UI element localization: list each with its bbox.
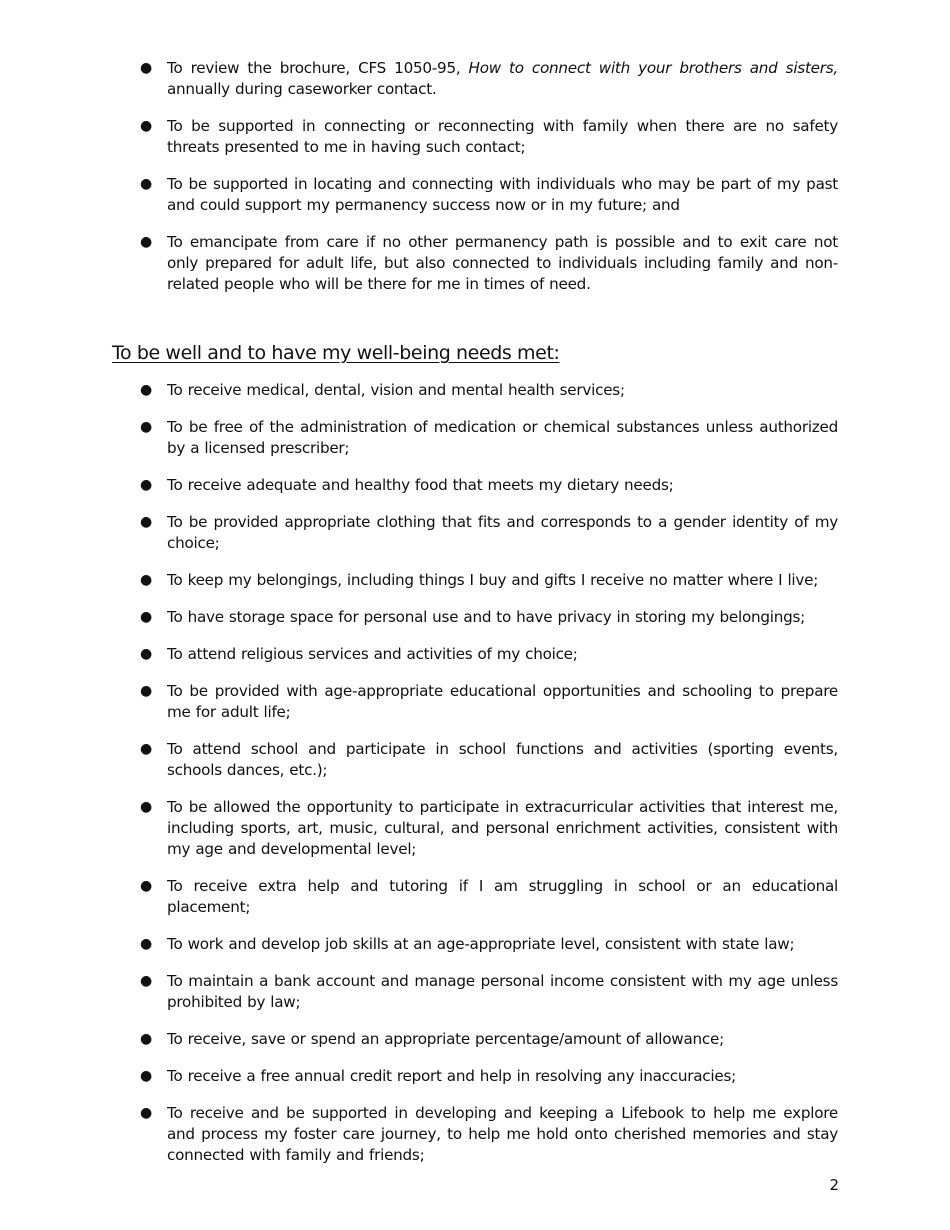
list-item <box>138 475 838 496</box>
bullet-icon: ● <box>140 176 152 192</box>
bullet-icon: ● <box>140 683 152 699</box>
list-item-text: To emancipate from care if no other permanency path is possible and to exit care not only prepared for adult life, but also connected to individuals including family and non-related people who will be there for me in times of need. <box>167 233 838 293</box>
brochure-title: How to connect with your brothers and sisters, <box>468 59 838 77</box>
bullet-icon: ● <box>140 646 152 662</box>
bullet-icon: ● <box>140 878 152 894</box>
list-item-text: To maintain a bank account and manage personal income consistent with my age unless prohibited by law; <box>167 972 838 1011</box>
bullet-icon: ● <box>140 1031 152 1047</box>
list-item <box>138 1066 838 1087</box>
bullet-icon: ● <box>140 477 152 493</box>
list-item <box>138 797 838 860</box>
bullet-icon: ● <box>140 1105 152 1121</box>
list-item-text: To have storage space for personal use and to have privacy in storing my belongings; <box>167 608 806 626</box>
bullet-icon: ● <box>140 234 152 250</box>
list-item <box>138 739 838 781</box>
bullet-icon: ● <box>140 419 152 435</box>
list-item <box>138 116 838 158</box>
list-item <box>138 58 838 100</box>
bullet-icon: ● <box>140 514 152 530</box>
bullet-icon: ● <box>140 741 152 757</box>
list-item <box>138 681 838 723</box>
bullet-icon: ● <box>140 60 152 76</box>
bullet-icon: ● <box>140 572 152 588</box>
list-item-text: To receive extra help and tutoring if I am struggling in school or an educational placement; <box>167 877 838 916</box>
list-item-text: To be free of the administration of medication or chemical substances unless authorized by a licensed prescriber; <box>167 418 838 457</box>
page-number: 2 <box>829 1176 839 1194</box>
list-item <box>138 644 838 665</box>
wellbeing-rights-list <box>138 380 838 1182</box>
list-item-text: To receive adequate and healthy food that meets my dietary needs; <box>167 476 674 494</box>
section-heading: To be well and to have my well-being needs met: <box>112 342 560 364</box>
list-item <box>138 232 838 295</box>
list-item-text: To be provided with age-appropriate educational opportunities and schooling to prepare me for adult life; <box>167 682 838 721</box>
list-item <box>138 570 838 591</box>
list-item <box>138 971 838 1013</box>
bullet-icon: ● <box>140 382 152 398</box>
list-item <box>138 934 838 955</box>
list-item-text: To be supported in connecting or reconnecting with family when there are no safety threats presented to me in having such contact; <box>167 117 838 156</box>
list-item <box>138 1103 838 1166</box>
list-item <box>138 512 838 554</box>
list-item <box>138 607 838 628</box>
list-item <box>138 380 838 401</box>
bullet-icon: ● <box>140 1068 152 1084</box>
list-item-text: To be allowed the opportunity to participate in extracurricular activities that interest me, including sports, art, music, cultural, and personal enrichment activities, consistent with my age and developmental level; <box>167 798 838 858</box>
bullet-icon: ● <box>140 118 152 134</box>
list-item-text: To attend religious services and activities of my choice; <box>167 645 578 663</box>
list-item-text: To attend school and participate in school functions and activities (sporting events, schools dances, etc.); <box>167 740 838 779</box>
list-item <box>138 876 838 918</box>
permanency-rights-list <box>138 58 838 311</box>
bullet-icon: ● <box>140 973 152 989</box>
list-item <box>138 1029 838 1050</box>
list-item <box>138 174 838 216</box>
list-item-text: To receive medical, dental, vision and mental health services; <box>167 381 625 399</box>
bullet-icon: ● <box>140 936 152 952</box>
bullet-icon: ● <box>140 609 152 625</box>
list-item-text: To be provided appropriate clothing that fits and corresponds to a gender identity of my choice; <box>167 513 838 552</box>
list-item-text: To work and develop job skills at an age-appropriate level, consistent with state law; <box>167 935 795 953</box>
list-item-text-after: annually during caseworker contact. <box>167 80 437 98</box>
list-item <box>138 417 838 459</box>
list-item-text: To receive, save or spend an appropriate percentage/amount of allowance; <box>167 1030 724 1048</box>
list-item-text: To receive and be supported in developing and keeping a Lifebook to help me explore and process my foster care journey, to help me hold onto cherished memories and stay connected with family and friends; <box>167 1104 838 1164</box>
list-item-text: To receive a free annual credit report and help in resolving any inaccuracies; <box>167 1067 736 1085</box>
list-item-text: To be supported in locating and connecting with individuals who may be part of my past and could support my permanency success now or in my future; and <box>167 175 838 214</box>
list-item-text-before: To review the brochure, CFS 1050-95, <box>167 59 469 77</box>
list-item-text: To keep my belongings, including things I buy and gifts I receive no matter where I live; <box>167 571 819 589</box>
bullet-icon: ● <box>140 799 152 815</box>
